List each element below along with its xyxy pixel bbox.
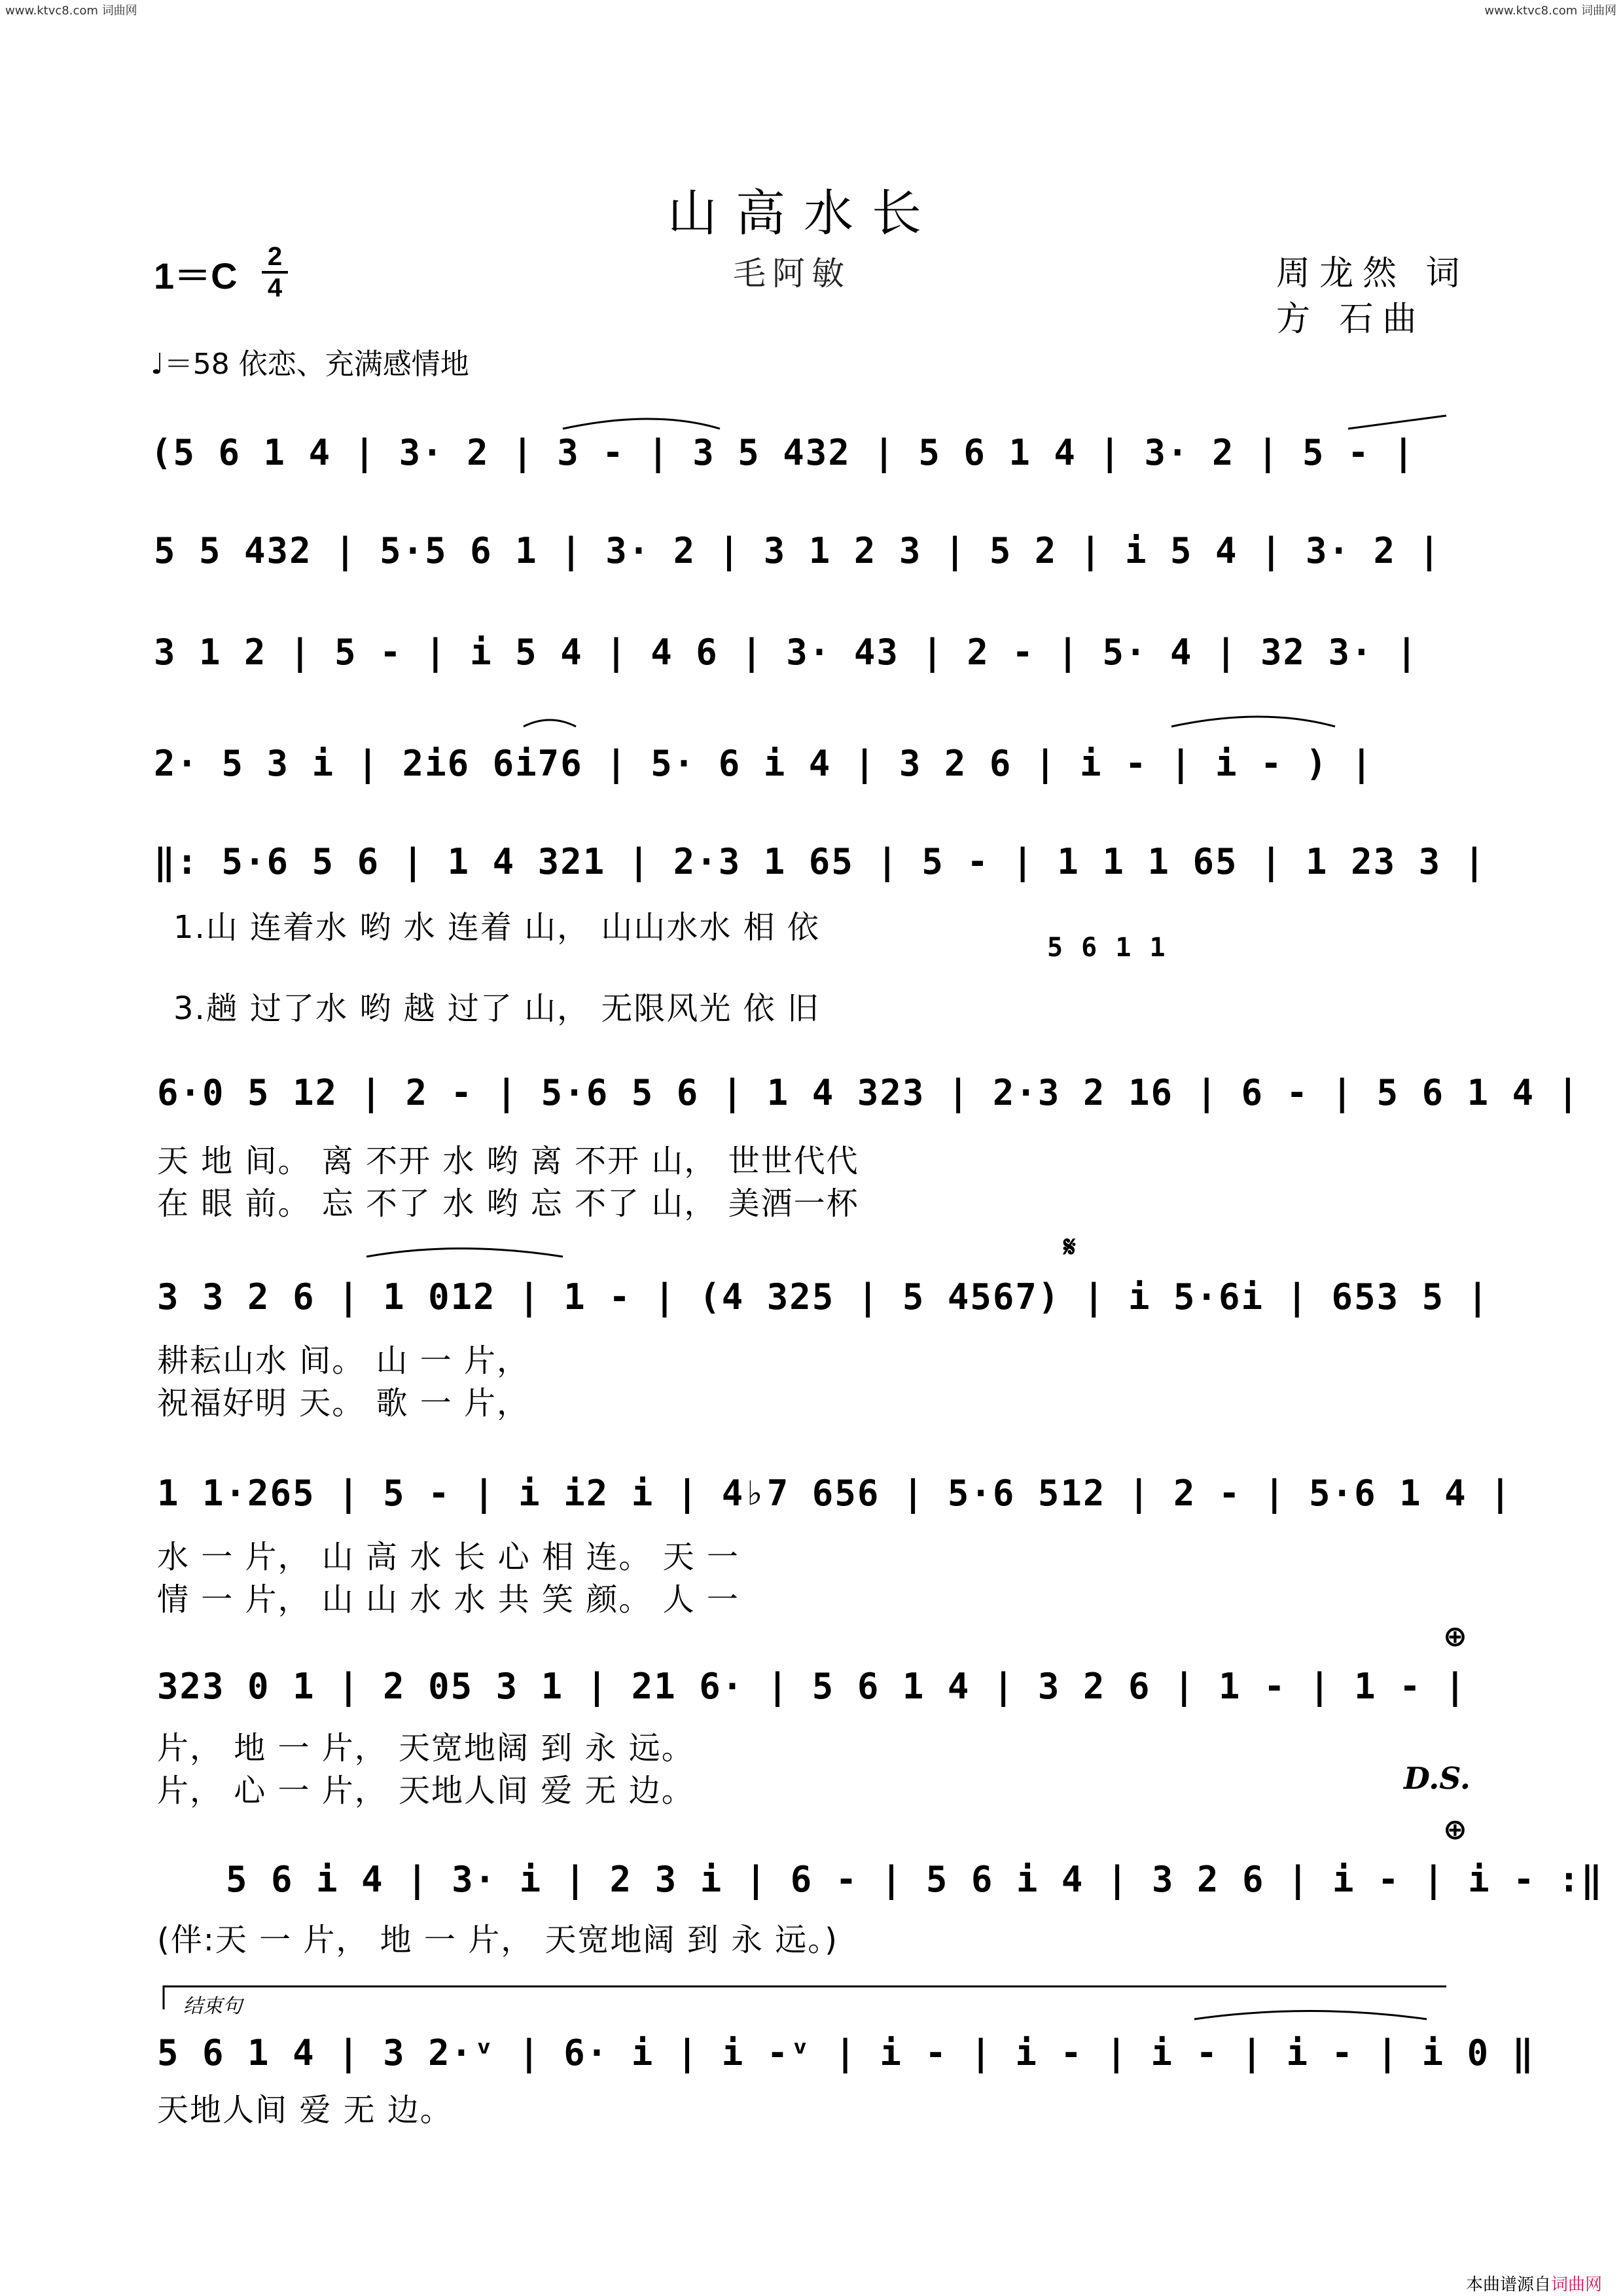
tempo-marking: ♩＝58 依恋、充满感情地 bbox=[151, 348, 469, 381]
footer-source-text: 本曲谱源自 bbox=[1466, 2275, 1552, 2295]
key-signature: 1＝C bbox=[154, 255, 238, 296]
time-sig-top: 2 bbox=[267, 242, 283, 271]
score-row-7: 3 3 2 6 | 1 012 | 1 - | (4 325 | 5 4567) | i 5·6i | 653 5 | bbox=[157, 1276, 1490, 1318]
lyric-row-7-verse-2: 祝福好明 天。 歌 一 片， bbox=[157, 1385, 530, 1422]
lyric-row-10: (伴:天 一 片， 地 一 片， 天宽地阔 到 永 远。) bbox=[157, 1922, 838, 1958]
lyric-row-5-verse-1: 1.山 连着水 哟 水 连着 山， 山山水水 相 依 bbox=[173, 909, 820, 946]
lyric-row-7-verse-1: 耕耘山水 间。 山 一 片， bbox=[157, 1342, 530, 1379]
time-sig-bottom: 4 bbox=[267, 274, 283, 302]
score-row-6: 6·0 5 12 | 2 - | 5·6 5 6 | 1 4 323 | 2·3 2 16 | 6 - | 5 6 1 4 | bbox=[157, 1072, 1580, 1113]
lyricist-credit: 周龙然 词 bbox=[1276, 254, 1469, 293]
score-row-8: 1 1·265 | 5 - | i i2 i | 4♭7 656 | 5·6 512 | 2 - | 5·6 1 4 | bbox=[157, 1473, 1512, 1514]
score-row-1: (5 6 1 4 | 3· 2 | 3 - | 3 5 432 | 5 6 1 4 | 3· 2 | 5 - | bbox=[151, 432, 1416, 473]
singer-name: 毛阿敏 bbox=[733, 255, 851, 293]
lyric-row-11: 天地人间 爱 无 边。 bbox=[157, 2092, 453, 2128]
lyric-row-8-verse-2: 情 一 片， 山 山 水 水 共 笑 颜。 人 一 bbox=[157, 1581, 740, 1618]
lyric-row-5-verse-3: 3.趟 过了水 哟 越 过了 山， 无限风光 依 旧 bbox=[173, 990, 820, 1027]
segno-sign: 𝄋 bbox=[1063, 1230, 1076, 1264]
page-title: 山高水长 bbox=[668, 184, 940, 242]
score-row-5: ‖: 5·6 5 6 | 1 4 321 | 2·3 1 65 | 5 - | 1 1 1 65 | 1 23 3 | bbox=[154, 841, 1487, 882]
lyric-row-6-verse-2: 在 眼 前。 忘 不了 水 哟 忘 不了 山， 美酒一杯 bbox=[157, 1185, 859, 1222]
score-row-9: 323 0 1 | 2 05 3 1 | 21 6· | 5 6 1 4 | 3 2 6 | 1 - | 1 - | bbox=[157, 1666, 1467, 1707]
lyric-row-6-verse-1: 天 地 间。 离 不开 水 哟 离 不开 山， 世世代代 bbox=[157, 1143, 859, 1179]
lyric-row-9-verse-1: 片， 地 一 片， 天宽地阔 到 永 远。 bbox=[157, 1730, 694, 1767]
site-url-left[interactable]: www.ktvc8.com 词曲网 bbox=[5, 4, 137, 18]
score-row-2: 5 5 432 | 5·5 6 1 | 3· 2 | 3 1 2 3 | 5 2 | i 5 4 | 3· 2 | bbox=[154, 530, 1442, 571]
composer-credit: 方 石曲 bbox=[1276, 300, 1426, 339]
site-url-right[interactable]: www.ktvc8.com 词曲网 bbox=[1484, 4, 1616, 18]
lyric-row-9-verse-2: 片， 心 一 片， 天地人间 爱 无 边。 bbox=[157, 1772, 694, 1809]
coda-sign-2: ⊕ bbox=[1443, 1813, 1467, 1846]
score-row-11: 5 6 1 4 | 3 2·ᵛ | 6· i | i -ᵛ | i - | i - | i - | i - | i 0 ‖ bbox=[157, 2032, 1535, 2073]
score-row-4: 2· 5 3 i | 2i6 6i76 | 5· 6 i 4 | 3 2 6 | i - | i - ) | bbox=[154, 743, 1374, 784]
score-row-10: 5 6 i 4 | 3· i | 2 3 i | 6 - | 5 6 i 4 | 3 2 6 | i - | i - :‖ bbox=[226, 1859, 1604, 1900]
score-row-5-alt: 5 6 1 1 bbox=[1047, 933, 1167, 963]
coda-sign: ⊕ bbox=[1443, 1620, 1467, 1653]
lyric-row-8-verse-1: 水 一 片， 山 高 水 长 心 相 连。 天 一 bbox=[157, 1539, 740, 1575]
score-row-3: 3 1 2 | 5 - | i 5 4 | 4 6 | 3· 43 | 2 - | 5· 4 | 32 3· | bbox=[154, 632, 1419, 673]
ending-label: 结束句 bbox=[183, 1995, 242, 2018]
footer-logo[interactable]: 词曲网 bbox=[1551, 2275, 1603, 2295]
dal-segno-marking: D.S. bbox=[1404, 1761, 1471, 1796]
